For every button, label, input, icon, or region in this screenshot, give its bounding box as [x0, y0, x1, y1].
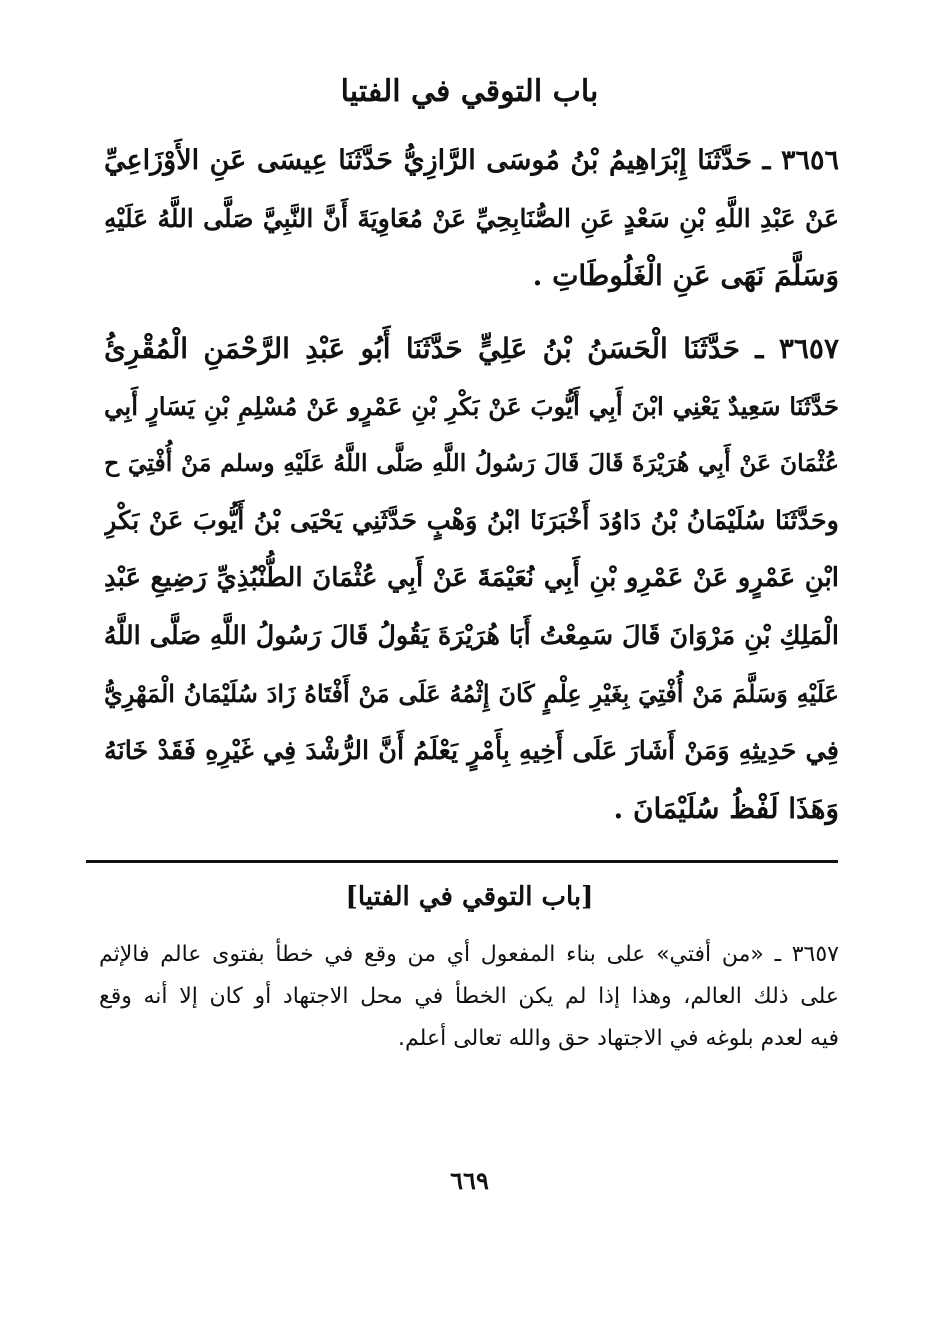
page-number: ٦٦٩ — [450, 1166, 489, 1195]
text-line: ابْنِ عَمْرٍو عَنْ عَمْرِو بْنِ أَبِي نُعَيْمَةَ عَنْ أَبِي عُثْمَانَ الطُّنْبُذِيِّ رَضِيعِ عَبْدِ — [104, 563, 839, 593]
text-line: عَلَيْهِ وَسَلَّمَ مَنْ أُفْتِيَ بِغَيْرِ عِلْمٍ كَانَ إِثْمُهُ عَلَى مَنْ أَفْتَاهُ زَادَ سُلَيْمَانُ الْمَهْرِيُّ — [104, 679, 839, 708]
text-line: وحَدَّثَنَا سُلَيْمَانُ بْنُ دَاوُدَ أَخْبَرَنَا ابْنُ وَهْبٍ حَدَّثَنِي يَحْيَى بْنُ أَيُّوبَ عَنْ بَكْرِ — [104, 505, 839, 536]
text-line: ٣٦٥٧ ـ «من أفتي» على بناء المفعول أي من وقع في خطأ بفتوى عالم فالإثم — [99, 942, 839, 967]
text-line: فِي حَدِيثِهِ وَمَنْ أَشَارَ عَلَى أَخِيهِ بِأَمْرٍ يَعْلَمُ أَنَّ الرُّشْدَ فِي غَيْرِهِ فَقَدْ خَانَهُ — [104, 735, 839, 766]
text-line: الْمَلِكِ بْنِ مَرْوَانَ قَالَ سَمِعْتُ أَبَا هُرَيْرَةَ يَقُولُ قَالَ رَسُولُ اللَّهِ صَلَّى اللَّهُ — [104, 620, 839, 651]
text-line: ٣٦٥٦ ـ حَدَّثَنَا إِبْرَاهِيمُ بْنُ مُوسَى الرَّازِيُّ حَدَّثَنَا عِيسَى عَنِ الأَوْزَاعِيِّ — [104, 145, 839, 176]
text-line: على ذلك العالم، وهذا إذا لم يكن الخطأ في محل الاجتهاد أو كان إلا أنه وقع — [99, 984, 839, 1009]
text-line: حَدَّثَنَا سَعِيدٌ يَعْنِي ابْنَ أَبِي أَيُّوبَ عَنْ بَكْرِ بْنِ عَمْرٍو عَنْ مُسْلِمِ بْنِ يَسَارٍ أَبِي — [104, 391, 839, 421]
text-line: ٣٦٥٧ ـ حَدَّثَنَا الْحَسَنُ بْنُ عَلِيٍّ حَدَّثَنَا أَبُو عَبْدِ الرَّحْمَنِ الْمُقْرِئُ — [104, 332, 839, 365]
text-line: عُثْمَانَ عَنْ أَبِي هُرَيْرَةَ قَالَ قَالَ رَسُولُ اللَّهِ صَلَّى اللَّهُ عَلَيْهِ وسلم مَنْ أُفْتِيَ ح — [104, 449, 839, 477]
text-line: عَنْ عَبْدِ اللَّهِ بْنِ سَعْدٍ عَنِ الصُّنَابِحِيِّ عَنْ مُعَاوِيَةَ أَنَّ النَّبِيَّ صَلَّى اللَّهُ عَلَيْهِ — [104, 203, 839, 233]
text-line: فيه لعدم بلوغه في الاجتهاد حق والله تعالى أعلم. — [398, 1026, 839, 1051]
footnote-divider — [86, 860, 838, 863]
text-line: وَسَلَّمَ نَهَى عَنِ الْغَلُوطَاتِ . — [532, 259, 839, 292]
hadith-3657 — [104, 320, 839, 838]
commentary-title: [باب التوقي في الفتيا] — [345, 882, 594, 912]
text-line: وَهَذَا لَفْظُ سُلَيْمَانَ . — [613, 792, 839, 825]
chapter-title: باب التوقي في الفتيا — [340, 74, 599, 109]
hadith-3656 — [104, 132, 839, 305]
commentary-note — [99, 934, 839, 1060]
